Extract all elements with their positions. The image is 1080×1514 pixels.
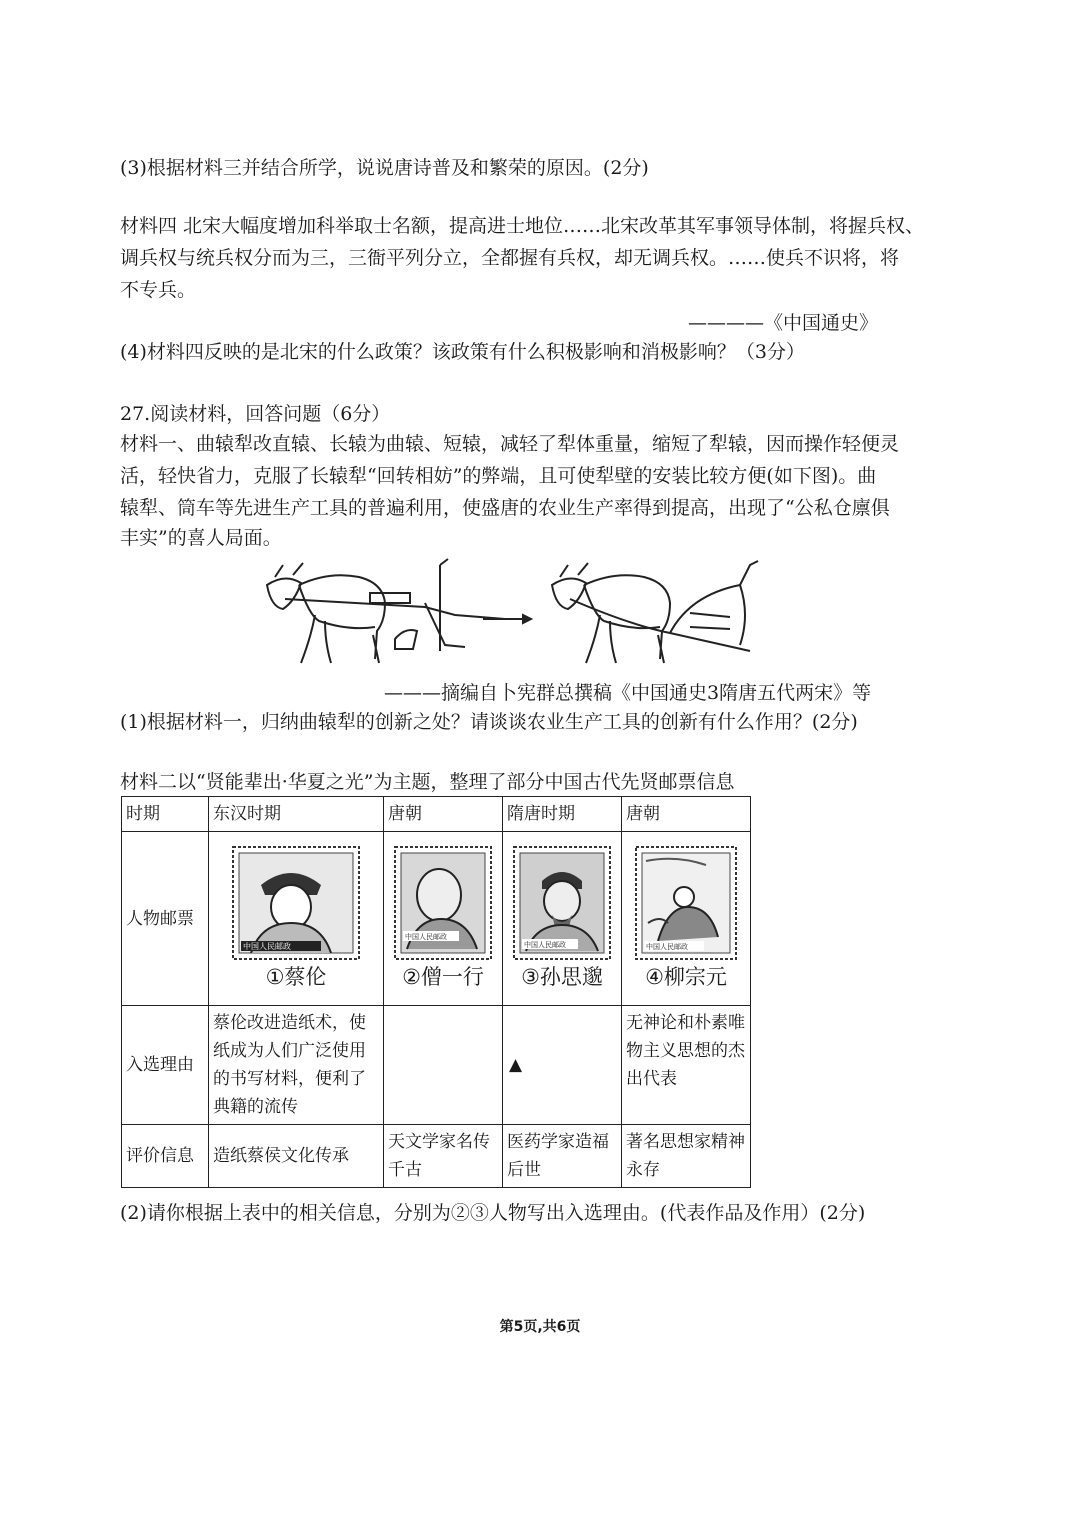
header-sui-tang: 隋唐时期 [503,797,622,832]
stamp-cell-yi-xing [384,832,503,1006]
stamp-inscription-2: 中国人民邮政 [405,933,447,941]
eval-sun-simiao: 医药学家造福后世 [503,1125,622,1188]
material-4-line-1: 材料四 北宋大幅度增加科举取士名额，提高进士地位……北宋改革其军事领导体制，将握兵权、 [120,215,925,237]
curved-plough-ox-illustration [552,561,758,663]
reason-yi-xing [384,1006,503,1125]
header-tang-1: 唐朝 [384,797,503,832]
table-header-row [122,797,751,832]
row-label-evaluations: 评价信息 [122,1125,209,1188]
material-1-line-3: 辕犁、筒车等先进生产工具的普遍利用，使盛唐的农业生产率得到提高，出现了“公私仓廪俱 [120,497,890,519]
material-4-line-2: 调兵权与统兵权分而为三，三衙平列分立，全都握有兵权，却无调兵权。……使兵不识将，将 [120,247,900,269]
stamp-cell-sun-simiao [503,832,622,1006]
stamp-cell-cai-lun [209,832,384,1006]
row-label-reasons: 入选理由 [122,1006,209,1125]
material-4-line-3: 不专兵。 [120,279,197,301]
stamp-cell-liu-zongyuan [622,832,751,1006]
material-2-intro: 材料二以“贤能辈出·华夏之光”为主题，整理了部分中国古代先贤邮票信息 [120,771,735,793]
plough-comparison-figure [255,555,775,675]
stamp-caption-cai-lun: ①蔡伦 [265,965,327,989]
material-4-source: ————《中国通史》 [688,312,879,334]
reason-liu-zongyuan: 无神论和朴素唯物主义思想的杰出代表 [622,1006,751,1125]
header-eastern-han: 东汉时期 [209,797,384,832]
question-4: (4)材料四反映的是北宋的什么政策？该政策有什么积极影响和消极影响？（3分） [120,341,806,363]
header-tang-2: 唐朝 [622,797,751,832]
sages-stamp-table [121,796,751,1188]
stamp-inscription-1: 中国人民邮政 [243,942,291,951]
cai-lun-stamp-image [231,845,361,961]
header-period: 时期 [122,797,209,832]
page-footer: 第5页,共6页 [499,1319,581,1335]
eval-cai-lun: 造纸蔡侯文化传承 [209,1125,384,1188]
table-row-stamps [122,832,751,1006]
material-1-line-4: 丰实”的喜人局面。 [120,527,282,549]
stamp-inscription-4: 中国人民邮政 [646,943,688,951]
row-label-stamps: 人物邮票 [122,832,209,1006]
eval-yi-xing: 天文学家名传千古 [384,1125,503,1188]
sun-simiao-stamp-image [512,845,612,961]
stamp-caption-liu-zongyuan: ④柳宗元 [645,965,727,989]
stamp-caption-sun-simiao: ③孙思邈 [521,965,603,989]
table-row-reasons [122,1006,751,1125]
liu-zongyuan-stamp-image [634,845,738,961]
straight-plough-ox-illustration [267,559,505,663]
arrow-icon [483,615,531,623]
question-27-2: (2)请你根据上表中的相关信息，分别为②③人物写出入选理由。(代表作品及作用）(2分) [120,1202,866,1224]
question-27-1: (1)根据材料一，归纳曲辕犁的创新之处？请谈谈农业生产工具的创新有什么作用？(2分) [120,711,858,733]
question-3: (3)根据材料三并结合所学，说说唐诗普及和繁荣的原因。(2分) [120,157,649,179]
reason-cai-lun: 蔡伦改进造纸术，使纸成为人们广泛使用的书写材料，便利了典籍的流传 [209,1006,384,1125]
material-1-line-2: 活，轻快省力，克服了长辕犁“回转相妨”的弊端，且可使犁壁的安装比较方便(如下图)。曲 [120,465,877,487]
material-1-line-1: 材料一、曲辕犁改直辕、长辕为曲辕、短辕，减轻了犁体重量，缩短了犁辕，因而操作轻便灵 [120,433,900,455]
reason-sun-simiao-placeholder: ▲ [503,1006,622,1125]
question-27-title: 27.阅读材料，回答问题（6分） [120,403,391,425]
material-1-source: ———摘编自卜宪群总撰稿《中国通史3隋唐五代两宋》等 [384,682,872,704]
yi-xing-stamp-image [393,845,493,961]
stamp-caption-yi-xing: ②僧一行 [402,965,484,989]
stamp-inscription-3: 中国人民邮政 [524,941,566,949]
table-row-evaluations [122,1125,751,1188]
eval-liu-zongyuan: 著名思想家精神永存 [622,1125,751,1188]
